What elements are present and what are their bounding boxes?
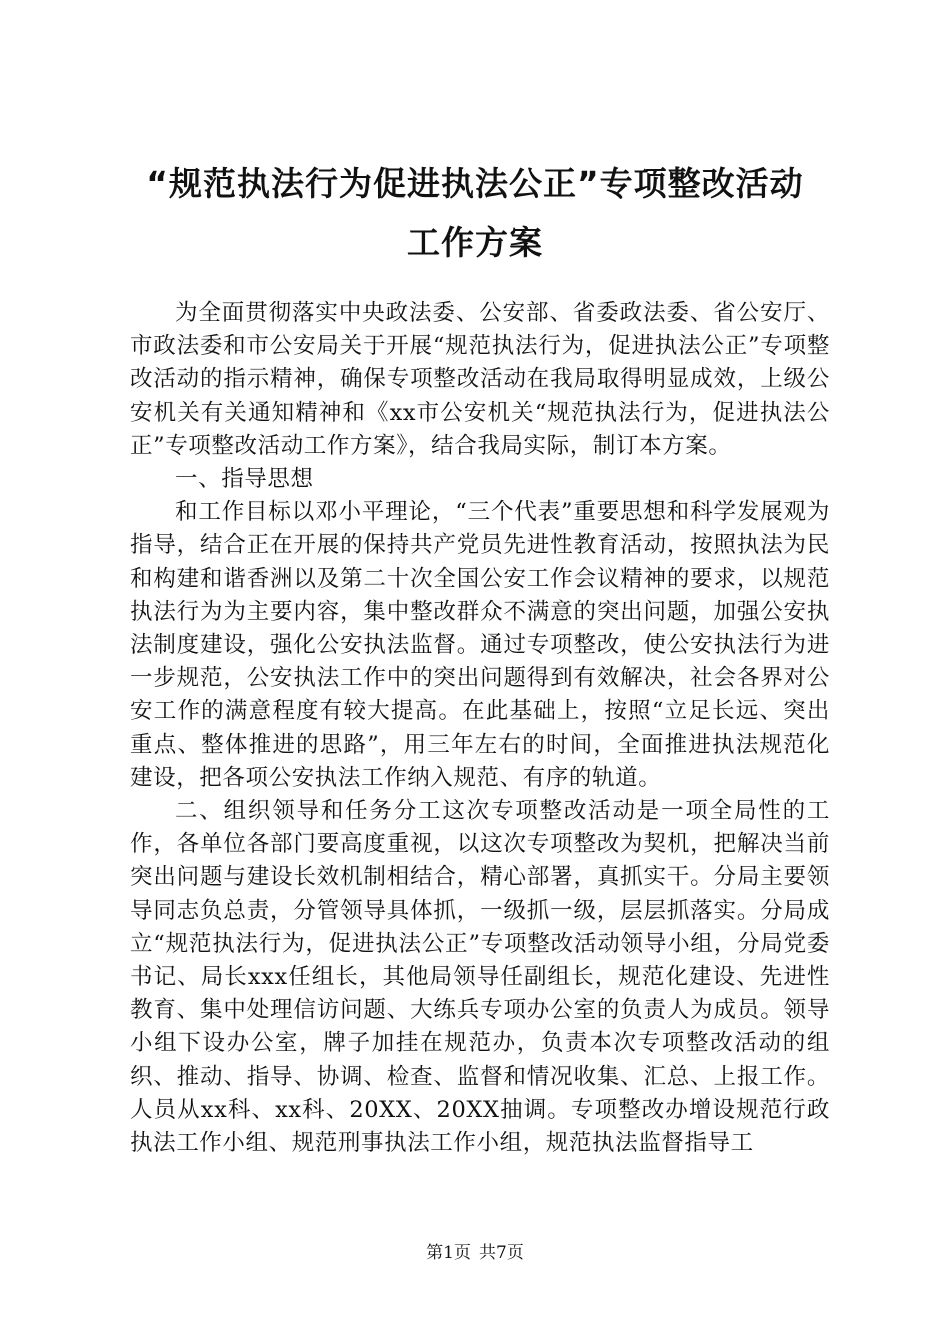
page-number-current: 第1页 bbox=[426, 1243, 471, 1263]
page-footer bbox=[0, 1242, 950, 1264]
document-title-line-2: 工作方案 bbox=[407, 223, 543, 262]
document-title-line-1: “规范执法行为促进执法公正”专项整改活动 bbox=[146, 164, 804, 203]
paragraph-intro: 为全面贯彻落实中央政法委、公安部、省委政法委、省公安厅、市政法委和市公安局关于开展“规范执法行为，促进执法公正”专项整改活动的指示精神，确保专项整改活动在我局取得明显成效，上级公安机关有关通知精神和《xx市公安机关“规范执法行为，促进执法公正”专项整改活动工作方案》，结合我局实际，制订本方案。 bbox=[130, 300, 830, 459]
paragraph-organization: 二、组织领导和任务分工这次专项整改活动是一项全局性的工作，各单位各部门要高度重视，以这次专项整改为契机，把解决当前突出问题与建设长效机制相结合，精心部署，真抓实干。分局主要领导同志负总责，分管领导具体抓，一级抓一级，层层抓落实。分局成立“规范执法行为，促进执法公正”专项整改活动领导小组，分局党委书记、局长xxx任组长，其他局领导任副组长，规范化建设、先进性教育、集中处理信访问题、大练兵专项办公室的负责人为成员。领导小组下设办公室，牌子加挂在规范办，负责本次专项整改活动的组织、推动、指导、协调、检查、监督和情况收集、汇总、上报工作。人员从xx科、xx科、20XX、20XX抽调。专项整改办增设规范行政执法工作小组、规范刑事执法工作小组，规范执法监督指导工 bbox=[130, 798, 830, 1157]
page-number-total: 共7页 bbox=[479, 1243, 524, 1263]
document-body bbox=[130, 297, 830, 1160]
section-heading-guiding-thought: 一、指导思想 bbox=[175, 466, 314, 493]
paragraph-guiding-thought: 和工作目标以邓小平理论，“三个代表”重要思想和科学发展观为指导，结合正在开展的保持共产党员先进性教育活动，按照执法为民和构建和谐香洲以及第二十次全国公安工作会议精神的要求，以规范执法行为为主要内容，集中整改群众不满意的突出问题，加强公安执法制度建设，强化公安执法监督。通过专项整改，使公安执法行为进一步规范，公安执法工作中的突出问题得到有效解决，社会各界对公安工作的满意程度有较大提高。在此基础上，按照“立足长远、突出重点、整体推进的思路”，用三年左右的时间，全面推进执法规范化建设，把各项公安执法工作纳入规范、有序的轨道。 bbox=[130, 499, 830, 791]
